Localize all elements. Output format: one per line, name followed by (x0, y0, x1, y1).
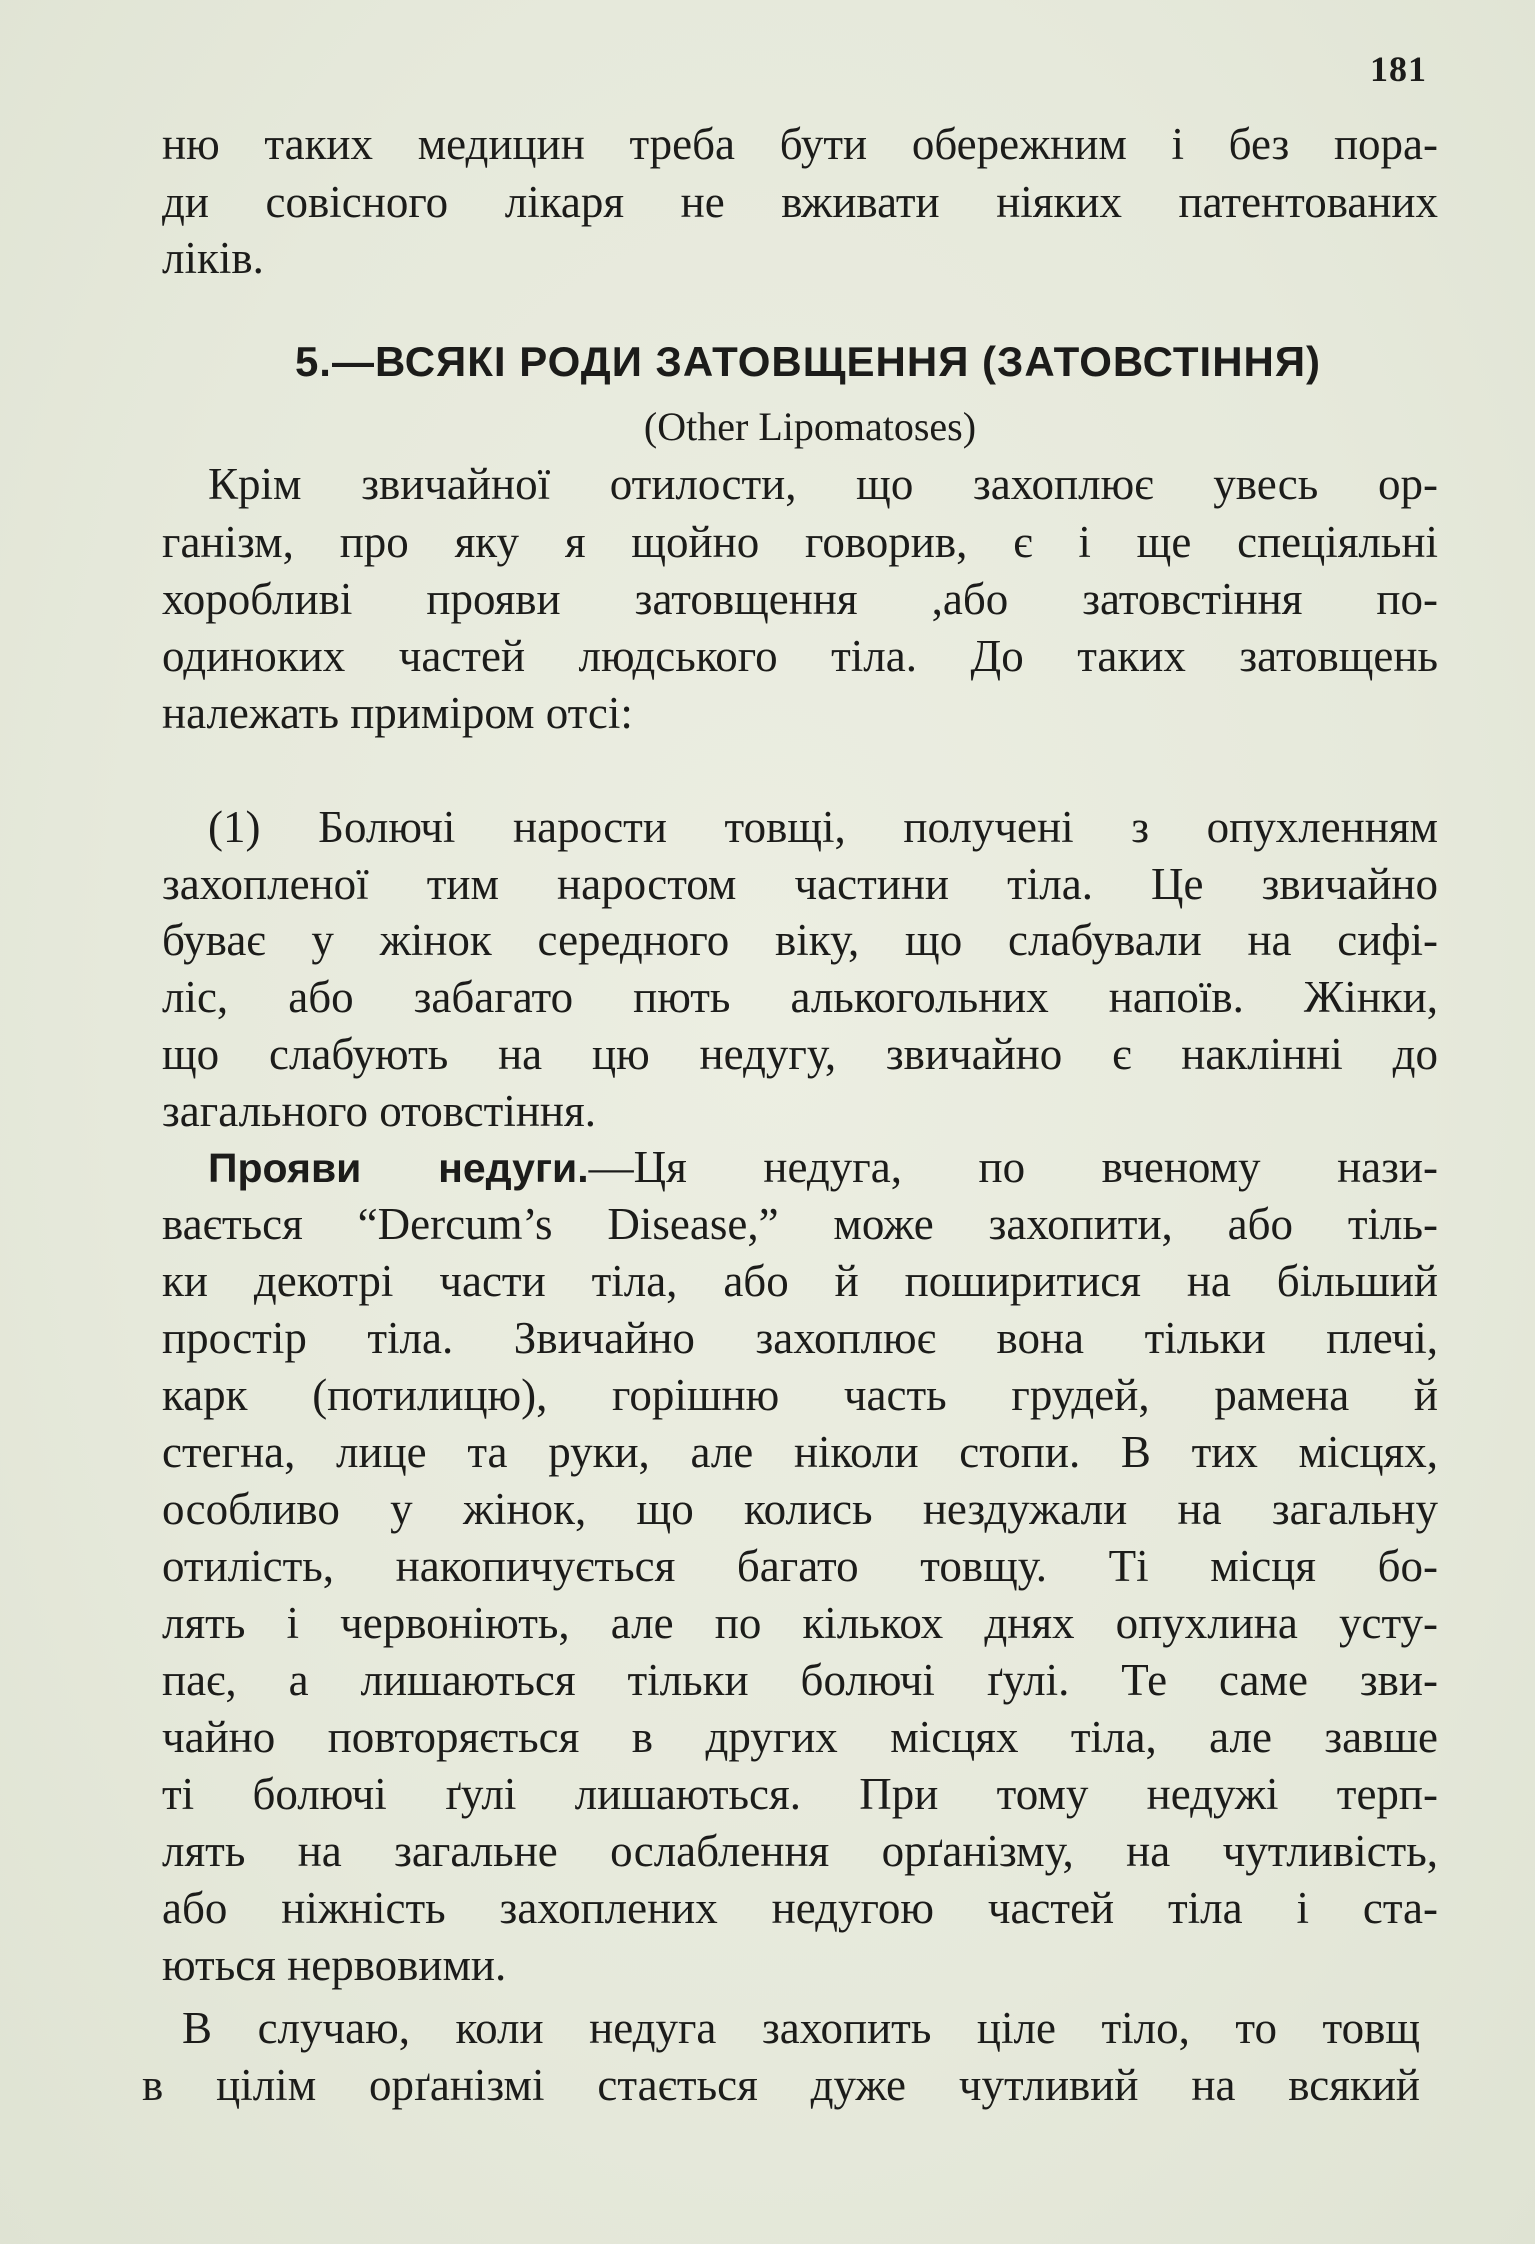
paragraph4-line-1: В случаю, коли недуга захопить ціле тіло, то товщ (182, 2003, 1420, 2053)
paragraph3-line-1 (208, 1142, 1438, 1192)
paragraph3-line-9: лять і червоніють, але по кількох днях опухлина усту- (162, 1598, 1438, 1648)
paragraph3-line-14: або ніжність захоплених недугою частей тіла і ста- (162, 1883, 1438, 1933)
paragraph2-line-4: ліс, або забагато пють алькогольних напоїв. Жінки, (162, 972, 1438, 1022)
intro-line-1: ню таких медицин треба бути обережним і без пора- (162, 119, 1438, 169)
paragraph3-line-2: вається “Dercum’s Disease,” може захопити, або тіль- (162, 1199, 1438, 1249)
paragraph1-line-5: належать приміром отсі: (162, 688, 633, 738)
paragraph3-line-6: стегна, лице та руки, але ніколи стопи. В тих місцях, (162, 1427, 1438, 1477)
paragraph3-line-11: чайно повторяється в других місцях тіла, але завше (162, 1712, 1438, 1762)
section-subheading: (Other Lipomatoses) (643, 404, 977, 449)
paragraph2-line-3: буває у жінок середного віку, що слабували на сифі- (162, 915, 1438, 965)
paragraph3-line-15: ються нервовими. (162, 1940, 507, 1990)
paragraph1-line-3: хоробливі прояви затовщення ,або затовстіння по- (162, 574, 1438, 624)
paragraph3-line-8: отилість, накопичується багато товщу. Ті місця бо- (162, 1541, 1438, 1591)
paragraph1-line-4: одиноких частей людського тіла. До таких затовщень (162, 631, 1438, 681)
paragraph3-line-7: особливо у жінок, що колись нездужали на загальну (162, 1484, 1438, 1534)
paragraph1-line-2: ганізм, про яку я щойно говорив, є і ще спеціяльні (162, 517, 1438, 567)
paragraph1-line-1: Крім звичайної отилости, що захоплює увесь ор- (208, 459, 1438, 509)
intro-line-2: ди совісного лікаря не вживати ніяких патентованих (162, 177, 1438, 227)
intro-line-3: ліків. (162, 233, 264, 283)
paragraph3-line-12: ті болючі ґулі лишаються. При тому недужі терп- (162, 1769, 1438, 1819)
paragraph3-runin-heading: Прояви недуги. (208, 1145, 589, 1191)
paragraph3-line-3: ки декотрі части тіла, або й поширитися на більший (162, 1256, 1438, 1306)
paragraph3-line-13: лять на загальне ослаблення орґанізму, на чутливість, (162, 1826, 1438, 1876)
paragraph2-line-1: (1) Болючі нарости товщі, получені з опухленням (208, 802, 1438, 852)
paragraph2-line-5: що слабують на цю недугу, звичайно є наклінні до (162, 1029, 1438, 1079)
paragraph4-line-2: в цілім орґанізмі стається дуже чутливий на всякий (142, 2060, 1420, 2110)
paragraph3-line-1-text: —Ця недуга, по вченому нази- (588, 1142, 1438, 1192)
paragraph2-line-2: захопленої тим наростом частини тіла. Це звичайно (162, 859, 1438, 909)
paragraph3-line-5: карк (потилицю), горішню часть грудей, рамена й (162, 1370, 1438, 1420)
paragraph3-line-4: простір тіла. Звичайно захоплює вона тільки плечі, (162, 1313, 1438, 1363)
section-heading: 5.—ВСЯКІ РОДИ ЗАТОВЩЕННЯ (ЗАТОВСТІННЯ) (294, 338, 1322, 385)
page-number: 181 (1370, 49, 1427, 89)
paragraph2-line-6: загального отовстіння. (162, 1086, 596, 1136)
paragraph3-line-10: пає, а лишаються тільки болючі ґулі. Те саме зви- (162, 1655, 1438, 1705)
